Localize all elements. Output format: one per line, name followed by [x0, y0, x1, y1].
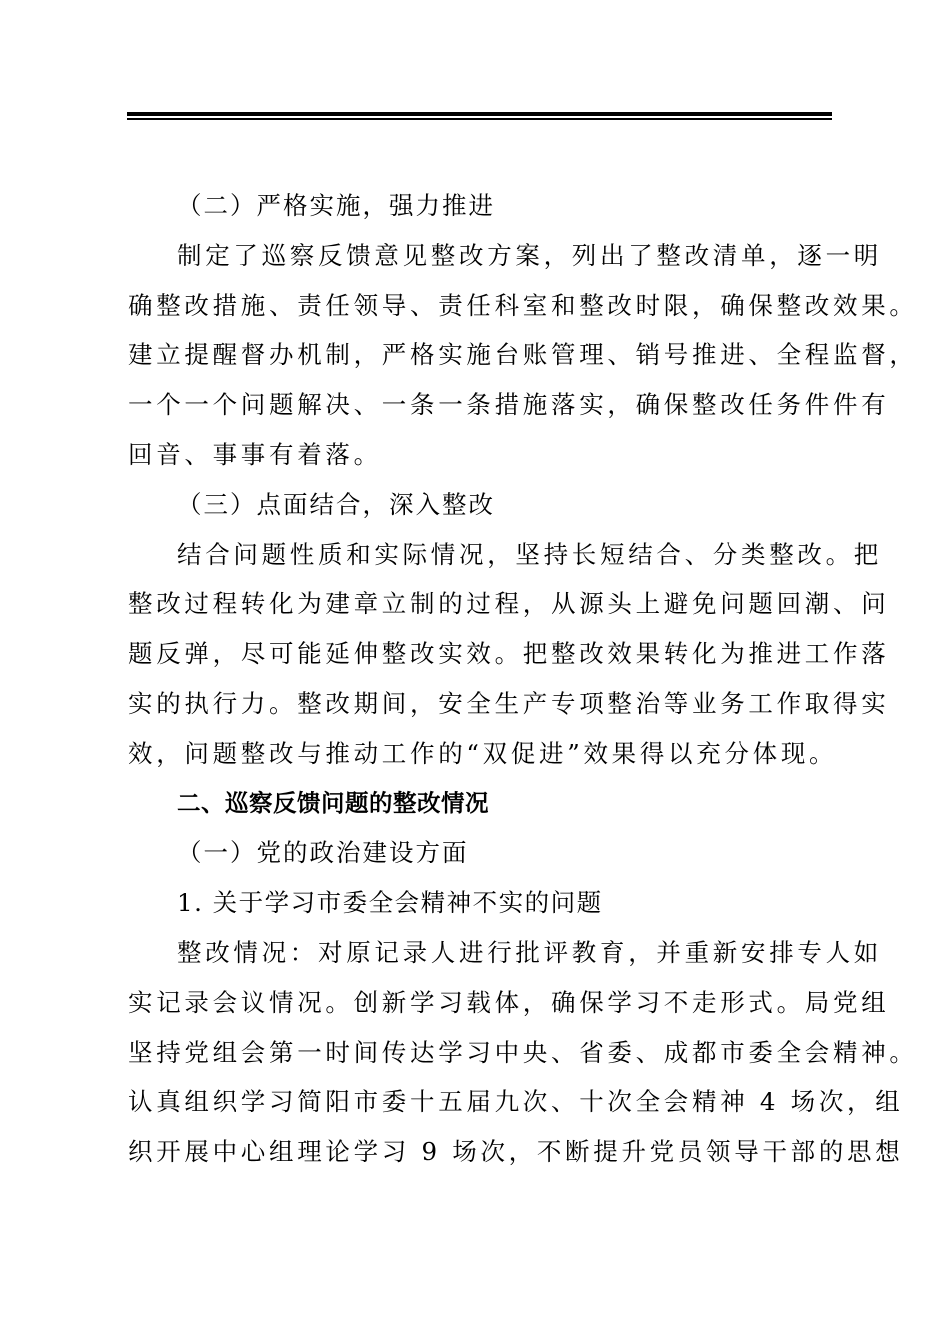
- section-heading-strict-implementation: （二）严格实施，强力推进: [177, 191, 495, 220]
- paragraph-line: 整改情况：对原记录人进行批评教育，并重新安排专人如: [177, 937, 882, 967]
- document-body: [128, 181, 918, 1177]
- paragraph-line: 题反弹，尽可能延伸整改实效。把整改效果转化为推进工作落: [128, 639, 890, 669]
- paragraph-line: 制定了巡察反馈意见整改方案，列出了整改清单，逐一明: [177, 240, 882, 270]
- paragraph-line: 认真组织学习简阳市委十五届九次、十次全会精神 4 场次，组: [128, 1087, 904, 1117]
- paragraph-line: 回音、事事有着落。: [128, 439, 382, 469]
- paragraph-line: 确整改措施、责任领导、责任科室和整改时限，确保整改效果。: [128, 290, 918, 320]
- paragraph-line: 结合问题性质和实际情况，坚持长短结合、分类整改。把: [177, 539, 882, 569]
- section-heading-point-and-area: （三）点面结合，深入整改: [177, 489, 495, 519]
- paragraph-line: 建立提醒督办机制，严格实施台账管理、销号推进、全程监督，: [128, 340, 918, 370]
- subsection-heading-political-building: （一）党的政治建设方面: [177, 838, 469, 868]
- header-double-rule-thin: [127, 118, 832, 120]
- item-title-study-plenary: 1. 关于学习市委全会精神不实的问题: [177, 888, 603, 918]
- header-double-rule-thick: [127, 112, 832, 116]
- paragraph-line: 实记录会议情况。创新学习载体，确保学习不走形式。局党组: [128, 987, 890, 1017]
- paragraph-line: 效，问题整改与推动工作的“双促进”效果得以充分体现。: [128, 738, 838, 768]
- section-heading-rectification-status: 二、巡察反馈问题的整改情况: [177, 788, 489, 817]
- paragraph-line: 一个一个问题解决、一条一条措施落实，确保整改任务件件有: [128, 390, 890, 420]
- paragraph-line: 实的执行力。整改期间，安全生产专项整治等业务工作取得实: [128, 688, 890, 718]
- paragraph-line: 坚持党组会第一时间传达学习中央、省委、成都市委全会精神。: [128, 1037, 918, 1067]
- paragraph-line: 织开展中心组理论学习 9 场次，不断提升党员领导干部的思想: [128, 1137, 904, 1167]
- paragraph-line: 整改过程转化为建章立制的过程，从源头上避免问题回潮、问: [128, 589, 890, 619]
